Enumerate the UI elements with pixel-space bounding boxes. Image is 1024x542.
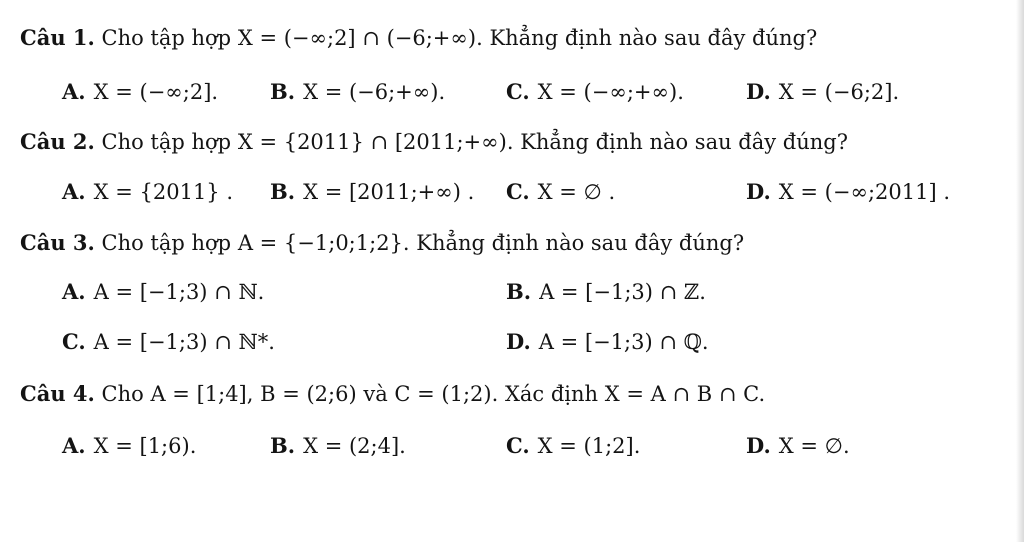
question-3-number: Câu 3. [20,230,95,255]
question-3-option-c[interactable] [62,328,275,356]
option-letter: B. [270,179,296,204]
option-letter: D. [746,179,771,204]
option-text: X = [1;6). [93,434,197,458]
question-1-option-d[interactable] [746,78,899,106]
question-2-intro: Cho tập hợp [101,130,232,154]
option-text: X = (1;2]. [537,434,641,458]
option-text: X = ∅ . [537,180,616,204]
question-2-option-b[interactable] [270,178,474,206]
option-text: X = {2011} . [93,180,234,204]
question-3-option-b[interactable] [506,278,706,306]
option-letter: A. [62,433,86,458]
question-2-option-a[interactable] [62,178,233,206]
question-4-option-a[interactable] [62,432,196,460]
option-text: X = (2;4]. [303,434,406,458]
option-letter: B. [270,433,296,458]
option-letter: D. [746,79,771,104]
question-1-number: Câu 1. [20,25,95,50]
option-letter: D. [746,433,771,458]
question-3-option-a[interactable] [62,278,264,306]
question-4-intro: Cho [101,382,144,406]
option-letter: C. [506,433,530,458]
question-2-option-c[interactable] [506,178,615,206]
question-4-stem [20,380,765,408]
question-4-option-c[interactable] [506,432,640,460]
option-text: X = ∅. [778,434,850,458]
option-text: X = [2011;+∞) . [303,180,475,204]
option-letter: C. [506,79,530,104]
question-1-stem [20,24,817,52]
question-2-option-d[interactable] [746,178,950,206]
option-letter: B. [270,79,296,104]
question-2-stem [20,128,848,156]
option-letter: C. [62,329,86,354]
question-4-number: Câu 4. [20,381,95,406]
option-letter: A. [62,279,86,304]
option-letter: C. [506,179,530,204]
question-3-option-d[interactable] [506,328,709,356]
option-letter: A. [62,79,86,104]
option-text: X = (−∞;2011] . [778,180,951,204]
option-text: A = [−1;3) ∩ ℕ. [93,280,265,304]
question-1-option-b[interactable] [270,78,445,106]
option-text: A = [−1;3) ∩ ℤ. [539,280,706,304]
question-1-option-a[interactable] [62,78,218,106]
question-3-stem [20,229,744,257]
option-text: X = (−6;2]. [778,80,900,104]
option-text: A = [−1;3) ∩ ℕ*. [93,330,275,354]
question-4-option-b[interactable] [270,432,406,460]
option-text: X = (−∞;+∞). [537,80,684,104]
question-3-expression: A = {−1;0;1;2}. [237,231,410,255]
question-1-prompt: Khẳng định nào sau đây đúng? [489,26,818,50]
question-2-prompt: Khẳng định nào sau đây đúng? [520,130,849,154]
option-text: X = (−∞;2]. [93,80,219,104]
option-letter: A. [62,179,86,204]
question-4-expression: A = [1;4], B = (2;6) và C = (1;2). [150,382,499,406]
option-text: X = (−6;+∞). [303,80,446,104]
question-1-expression: X = (−∞;2] ∩ (−6;+∞). [237,26,483,50]
question-3-prompt: Khẳng định nào sau đây đúng? [416,231,745,255]
question-1-option-c[interactable] [506,78,684,106]
option-text: A = [−1;3) ∩ ℚ. [538,330,709,354]
option-letter: B. [506,279,532,304]
option-letter: D. [506,329,531,354]
question-4-prompt: Xác định X = A ∩ B ∩ C. [504,382,766,406]
question-2-expression: X = {2011} ∩ [2011;+∞). [237,130,514,154]
question-1-intro: Cho tập hợp [101,26,232,50]
scan-edge-shadow [1016,0,1024,542]
question-2-number: Câu 2. [20,129,95,154]
question-4-option-d[interactable] [746,432,850,460]
question-3-intro: Cho tập hợp [101,231,232,255]
